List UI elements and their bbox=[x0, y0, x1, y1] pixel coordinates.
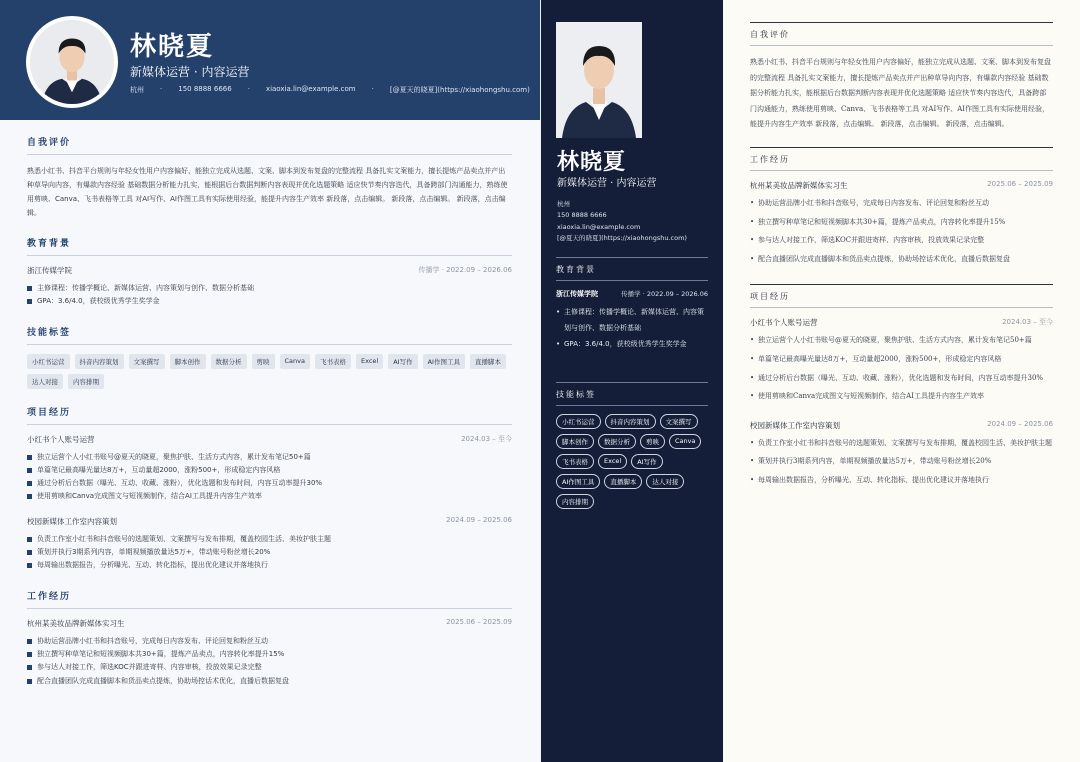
list-item[interactable]: 独立运营个人小红书账号@夏天的晓夏，聚焦护肤、生活方式内容，累计发布笔记50+篇 bbox=[27, 451, 512, 464]
education-list bbox=[556, 305, 708, 352]
skill-tag[interactable]: 达人对接 bbox=[646, 474, 684, 489]
skill-tags bbox=[556, 414, 708, 509]
list-item[interactable]: 使用剪映和Canva完成图文与短视频制作，结合AI工具提升内容生产效率 bbox=[27, 490, 512, 503]
skill-tag[interactable]: 脚本创作 bbox=[170, 354, 206, 369]
list-item[interactable]: 策划并执行3期系列内容，单期视频播放量达5万+，带动账号粉丝增长20% bbox=[27, 546, 512, 559]
sidebar-section-skills bbox=[556, 382, 708, 509]
contact-phone[interactable]: 150 8888 6666 bbox=[178, 85, 232, 93]
education-meta[interactable]: 传播学 · 2022.09 – 2026.06 bbox=[621, 290, 708, 298]
sidebar-section-education bbox=[556, 257, 708, 352]
skill-tag[interactable]: 抖音内容策划 bbox=[75, 354, 124, 369]
section-education bbox=[27, 236, 512, 309]
list-item[interactable]: • 每周输出数据报告，分析曝光、互动、转化指标，提出优化建议并落地执行 bbox=[750, 473, 1053, 492]
skill-tag[interactable]: Canva bbox=[280, 354, 310, 369]
education-list bbox=[27, 282, 512, 309]
list-item[interactable]: • 主修课程：传播学概论、新媒体运营、内容策划与创作、数据分析基础 bbox=[556, 305, 708, 337]
section-work bbox=[27, 589, 512, 688]
project-entry bbox=[750, 420, 1053, 492]
resume-b-contacts bbox=[557, 199, 687, 244]
education-row bbox=[27, 265, 512, 276]
entry-list bbox=[27, 635, 512, 688]
contact-email[interactable]: xiaoxia.lin@example.com bbox=[265, 85, 356, 93]
resume-b-main bbox=[750, 22, 1053, 506]
resume-a-title[interactable]: 新媒体运营 · 内容运营 bbox=[130, 65, 250, 79]
section-heading: 自我评价 bbox=[27, 135, 512, 155]
resume-template-b[interactable] bbox=[541, 0, 1080, 762]
skill-tag[interactable]: 直播脚本 bbox=[604, 474, 642, 489]
entry-title[interactable]: 杭州某美妆品牌新媒体实习生 bbox=[750, 180, 848, 190]
contact-separator: · bbox=[247, 85, 250, 93]
list-item[interactable]: • 独立撰写种草笔记和短视频脚本共30+篇，提炼产品卖点，内容转化率提升15% bbox=[750, 215, 1053, 234]
section-heading: 项目经历 bbox=[750, 284, 1053, 308]
skill-tag[interactable]: 数据分析 bbox=[598, 434, 636, 449]
entry-row bbox=[750, 420, 1053, 431]
skill-tag[interactable]: 抖音内容策划 bbox=[605, 414, 656, 429]
section-skills bbox=[27, 325, 512, 389]
list-item[interactable]: • 配合直播团队完成直播脚本和货品卖点提炼，协助场控话术优化，直播后数据复盘 bbox=[750, 252, 1053, 271]
skill-tag[interactable]: 文案撰写 bbox=[129, 354, 165, 369]
section-work bbox=[750, 147, 1053, 270]
entry-date[interactable]: 2024.03 – 至今 bbox=[461, 434, 512, 443]
skill-tag[interactable]: 达人对接 bbox=[27, 374, 63, 389]
resume-a-avatar bbox=[26, 16, 118, 108]
list-item[interactable]: 负责工作室小红书和抖音账号的选题策划、文案撰写与发布排期，覆盖校园生活、美妆护肤主题 bbox=[27, 533, 512, 546]
list-item[interactable]: 独立撰写种草笔记和短视频脚本共30+篇，提炼产品卖点，内容转化率提升15% bbox=[27, 648, 512, 661]
list-item[interactable]: 参与达人对接工作，筛选KOC并跟进寄样、内容审核，投放效果记录完整 bbox=[27, 661, 512, 674]
list-item[interactable]: 每周输出数据报告，分析曝光、互动、转化指标，提出优化建议并落地执行 bbox=[27, 559, 512, 572]
skill-tag[interactable]: 剪映 bbox=[640, 434, 665, 449]
resume-b-name[interactable]: 林晓夏 bbox=[557, 149, 627, 175]
contact-separator: · bbox=[160, 85, 163, 93]
contact-social[interactable]: [@夏天的晓夏](https://xiaohongshu.com) bbox=[389, 86, 530, 94]
contact-email[interactable]: xiaoxia.lin@example.com bbox=[557, 222, 641, 231]
skill-tag[interactable]: 飞书表格 bbox=[315, 354, 351, 369]
education-meta[interactable]: 传播学 · 2022.09 – 2026.06 bbox=[418, 266, 512, 274]
skill-tag[interactable]: Excel bbox=[356, 354, 383, 369]
entry-list bbox=[27, 533, 512, 573]
skill-tag[interactable]: Excel bbox=[598, 454, 627, 469]
entry-title[interactable]: 小红书个人账号运营 bbox=[750, 318, 818, 328]
skill-tag[interactable]: 脚本创作 bbox=[556, 434, 594, 449]
section-projects bbox=[750, 284, 1053, 491]
contact-city[interactable]: 杭州 bbox=[130, 86, 144, 94]
entry-date[interactable]: 2025.06 – 2025.09 bbox=[446, 617, 512, 626]
contact-separator: · bbox=[371, 85, 374, 93]
contact-social[interactable]: [@夏天的晓夏](https://xiaohongshu.com) bbox=[557, 233, 687, 242]
resume-a-name[interactable]: 林晓夏 bbox=[130, 32, 215, 62]
list-item[interactable]: 配合直播团队完成直播脚本和货品卖点提炼，协助场控话术优化，直播后数据复盘 bbox=[27, 675, 512, 688]
project-entry bbox=[27, 434, 512, 504]
resume-a-body bbox=[0, 135, 540, 688]
self-evaluation-text[interactable]: 熟悉小红书、抖音平台规则与年轻女性用户内容偏好，能独立完成从选题、文案、脚本到发布复盘的完整流程 具备扎实文案能力，擅长提炼产品卖点并产出种草导向内容，有爆款内容经验 基础数据分析能力扎实，能根据后台数据判断内容表现并优化选题策略 适应快节奏内容迭代，具备跨部门沟通能力，熟练使用剪映、Canva、飞书表格等工具 对AI写作、AI作图工具有实际使用经验，能提升内容生产效率 新段落，点击编辑。 新段落，点击编辑。 新段落，点击编辑。 bbox=[27, 167, 508, 217]
list-item[interactable]: 主修课程：传播学概论、新媒体运营、内容策划与创作、数据分析基础 bbox=[27, 282, 512, 295]
list-item[interactable]: 通过分析后台数据（曝光、互动、收藏、涨粉），优化选题和发布时间，内容互动率提升30% bbox=[27, 477, 512, 490]
list-item[interactable]: • 策划并执行3期系列内容，单期视频播放量达5万+，带动账号粉丝增长20% bbox=[750, 454, 1053, 473]
entry-row bbox=[27, 516, 512, 527]
list-item[interactable]: • 通过分析后台数据（曝光、互动、收藏、涨粉），优化选题和发布时间，内容互动率提升30% bbox=[750, 371, 1053, 390]
resume-b-photo bbox=[556, 22, 642, 138]
section-heading: 技能标签 bbox=[556, 382, 708, 406]
skill-tag[interactable]: 直播脚本 bbox=[470, 354, 506, 369]
list-item[interactable]: • 负责工作室小红书和抖音账号的选题策划、文案撰写与发布排期，覆盖校园生活、美妆护肤主题 bbox=[750, 436, 1053, 455]
list-item[interactable]: • 使用剪映和Canva完成图文与短视频制作，结合AI工具提升内容生产效率 bbox=[750, 389, 1053, 408]
skill-tags bbox=[27, 354, 512, 389]
entry-row bbox=[27, 434, 512, 445]
school-name[interactable]: 浙江传媒学院 bbox=[556, 290, 598, 298]
section-self-evaluation bbox=[750, 22, 1053, 133]
skill-tag[interactable]: AI写作 bbox=[388, 354, 417, 369]
entry-row bbox=[750, 180, 1053, 191]
entry-date[interactable]: 2024.03 – 至今 bbox=[1002, 318, 1053, 327]
entry-list bbox=[750, 333, 1053, 407]
list-item[interactable]: GPA：3.6/4.0，获校级优秀学生奖学金 bbox=[27, 295, 512, 308]
resume-a-header bbox=[0, 0, 540, 120]
skill-tag[interactable]: 文案撰写 bbox=[660, 414, 698, 429]
skill-tag[interactable]: Canva bbox=[669, 434, 701, 449]
skill-tag[interactable]: 飞书表格 bbox=[556, 454, 594, 469]
skill-tag[interactable]: AI作图工具 bbox=[556, 474, 600, 489]
list-item[interactable]: 协助运营品牌小红书和抖音账号，完成每日内容发布、评论回复和粉丝互动 bbox=[27, 635, 512, 648]
work-entry bbox=[27, 618, 512, 688]
skill-tag[interactable]: AI写作 bbox=[631, 454, 662, 469]
skill-tag[interactable]: 小红书运营 bbox=[27, 354, 70, 369]
entry-date[interactable]: 2024.09 – 2025.06 bbox=[987, 419, 1053, 428]
list-item[interactable]: • 协助运营品牌小红书和抖音账号，完成每日内容发布、评论回复和粉丝互动 bbox=[750, 196, 1053, 215]
portrait-photo-icon bbox=[30, 20, 114, 104]
skill-tag[interactable]: 剪映 bbox=[252, 354, 275, 369]
project-entry bbox=[27, 516, 512, 573]
resume-b-sidebar bbox=[541, 0, 723, 762]
skill-tag[interactable]: 小红书运营 bbox=[556, 414, 601, 429]
education-row bbox=[556, 289, 708, 299]
entry-title[interactable]: 小红书个人账号运营 bbox=[27, 434, 95, 444]
section-projects bbox=[27, 405, 512, 573]
resume-b-title[interactable]: 新媒体运营 · 内容运营 bbox=[557, 178, 657, 189]
entry-row bbox=[27, 618, 512, 629]
section-heading: 技能标签 bbox=[27, 325, 512, 345]
project-entry bbox=[750, 317, 1053, 407]
entry-title[interactable]: 杭州某美妆品牌新媒体实习生 bbox=[27, 618, 125, 628]
skill-tag[interactable]: AI作图工具 bbox=[423, 354, 465, 369]
entry-title[interactable]: 校园新媒体工作室内容策划 bbox=[27, 516, 117, 526]
skill-tag[interactable]: 数据分析 bbox=[211, 354, 247, 369]
entry-title[interactable]: 校园新媒体工作室内容策划 bbox=[750, 420, 840, 430]
entry-list bbox=[750, 196, 1053, 270]
contact-phone[interactable]: 150 8888 6666 bbox=[557, 211, 607, 220]
self-evaluation-text[interactable]: 熟悉小红书、抖音平台规则与年轻女性用户内容偏好，能独立完成从选题、文案、脚本到发布复盘的完整流程 具备扎实文案能力，擅长提炼产品卖点并产出种草导向内容，有爆款内容经验 基础数据分析能力扎实，能根据后台数据判断内容表现并优化选题策略 适应快节奏内容迭代，具备跨部门沟通能力，熟练使用剪映、Canva、飞书表格等工具 对AI写作、AI作图工具有实际使用经验，能提升内容生产效率 新段落，点击编辑。 新段落，点击编辑。 新段落，点击编辑。 bbox=[750, 58, 1051, 129]
section-heading: 工作经历 bbox=[750, 147, 1053, 171]
skill-tag[interactable]: 内容排期 bbox=[556, 494, 594, 509]
entry-row bbox=[750, 317, 1053, 328]
section-heading: 项目经历 bbox=[27, 405, 512, 425]
list-item[interactable]: 单篇笔记最高曝光量达8万+，互动量超2000，涨粉500+，形成稳定内容风格 bbox=[27, 464, 512, 477]
list-item[interactable]: • 单篇笔记最高曝光量达8万+，互动量超2000，涨粉500+，形成稳定内容风格 bbox=[750, 352, 1053, 371]
entry-date[interactable]: 2024.09 – 2025.06 bbox=[446, 515, 512, 524]
skill-tag[interactable]: 内容排期 bbox=[68, 374, 104, 389]
section-self-evaluation bbox=[27, 135, 512, 220]
section-heading: 工作经历 bbox=[27, 589, 512, 609]
list-item[interactable]: • 参与达人对接工作，筛选KOC并跟进寄样、内容审核，投放效果记录完整 bbox=[750, 233, 1053, 252]
portrait-photo-icon bbox=[556, 22, 642, 138]
list-item[interactable]: • GPA：3.6/4.0，获校级优秀学生奖学金 bbox=[556, 337, 708, 353]
school-name[interactable]: 浙江传媒学院 bbox=[27, 266, 72, 275]
contact-city[interactable]: 杭州 bbox=[557, 200, 570, 208]
list-item[interactable]: • 独立运营个人小红书账号@夏天的晓夏，聚焦护肤、生活方式内容，累计发布笔记50+篇 bbox=[750, 333, 1053, 352]
entry-list bbox=[27, 451, 512, 504]
section-heading: 教育背景 bbox=[556, 257, 708, 281]
entry-list bbox=[750, 436, 1053, 492]
section-heading: 自我评价 bbox=[750, 22, 1053, 46]
section-heading: 教育背景 bbox=[27, 236, 512, 256]
work-entry bbox=[750, 180, 1053, 270]
entry-date[interactable]: 2025.06 – 2025.09 bbox=[987, 179, 1053, 188]
resume-a-contacts bbox=[130, 85, 530, 95]
